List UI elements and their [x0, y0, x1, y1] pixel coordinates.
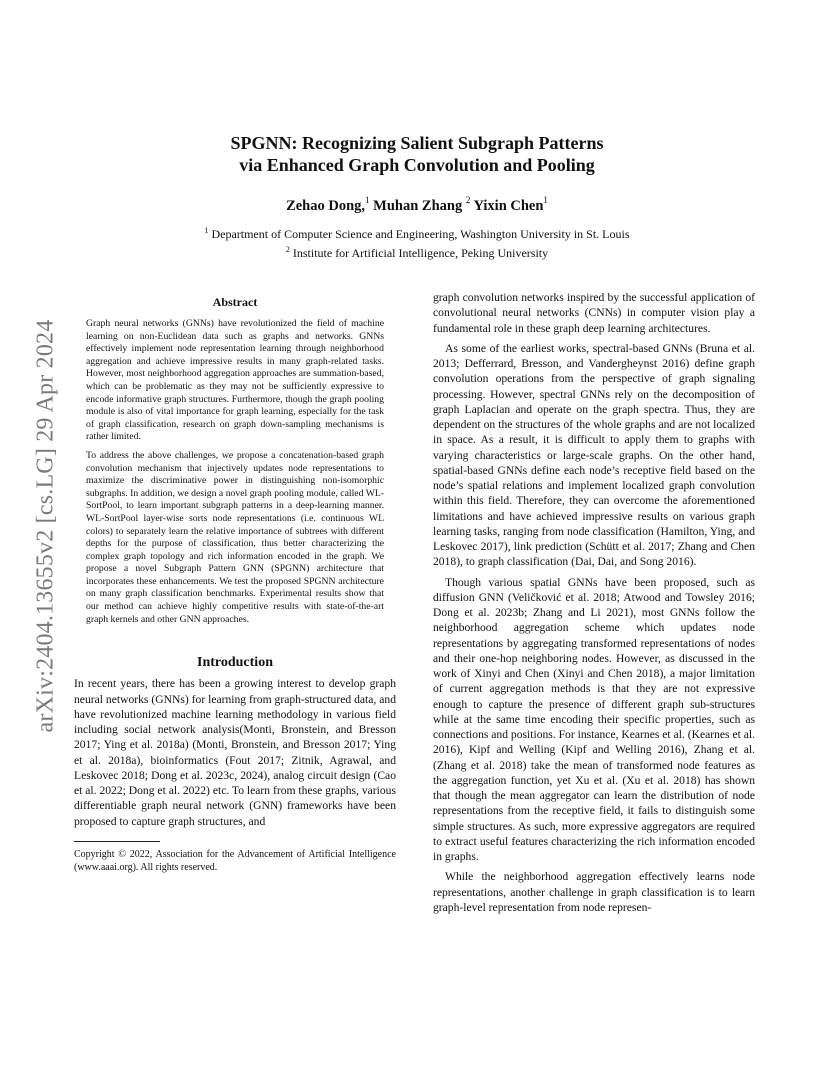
author-name: Yixin Chen	[473, 197, 544, 214]
abstract-heading: Abstract	[212, 295, 258, 309]
affiliation-text: Institute for Artificial Intelligence, Peking University	[292, 245, 549, 260]
author-affiliation-mark: 1	[543, 195, 548, 205]
introduction-paragraph: In recent years, there has been a growing interest to develop graph neural networks (GNNs) for learning from graph-structured data, and have revolutionized machine learning methodology in various field including social network analysis(Monti, Bronstein, and Bresson 2017; Ying et al. 2018a) (Monti, Bronstein, and Bresson 2017; Ying et al. 2018a), bioinformatics (Fout 2017; Zitnik, Agrawal, and Leskovec 2018; Dong et al. 2023c, 2024), analog circuit design (Cao et al. 2022; Dong et al. 2022) etc. To learn from these graphs, various differentiable graph neural network (GNN) frameworks have been proposed to capture graph structures, and	[74, 677, 396, 828]
arxiv-identifier-text: arXiv:2404.13655v2 [cs.LG] 29 Apr 2024	[32, 319, 59, 733]
left-column	[74, 290, 396, 874]
right-column	[433, 290, 755, 915]
title-block	[120, 132, 714, 261]
author-list	[120, 192, 714, 215]
affiliation-line	[120, 223, 714, 242]
body-paragraph: While the neighborhood aggregation effectively learns node representations, another challenge in graph classification is to learn graph-level representation from node represen-	[433, 870, 755, 914]
paper-title	[120, 132, 714, 176]
affiliation-mark: 2	[285, 244, 290, 254]
affiliation-text: Department of Computer Science and Engineering, Washington University in St. Louis	[211, 226, 630, 241]
body-paragraph: graph convolution networks inspired by the successful application of convolutional neural networks (CNNs) in computer vision play a fundamental role in these graph deep learning architectures.	[433, 291, 755, 335]
introduction-heading: Introduction	[197, 655, 273, 671]
author-name: Zehao Dong,	[286, 197, 366, 214]
body-paragraph: Though various spatial GNNs have been proposed, such as diffusion GNN (Veličković et al. 2018; Atwood and Towsley 2016; Dong et al. 2023b; Zhang and Li 2021), most GNNs follow the neighborhood aggregation scheme which updates node representations by aggregating transformed representations of nodes and their one-hop neighboring nodes. However, as discussed in the work of Xinyi and Chen (Xinyi and Chen 2018), a major limitation of current aggregation methods is that they are not expressive enough to capture the presence of different graph sub-structures while at the same time encoding their specific properties, such as connections and positions. For instance, Kearnes et al. (Kearnes et al. 2016), Kipf and Welling (Kipf and Welling 2016), Zhang et al. (Zhang et al. 2018) take the mean of transformed node features as the aggregation function, yet Xu et al. (Xu et al. 2018) has shown that though the mean aggregator can learn the distribution of node representations from the receptive field, it fails to distinguish some simple structures. As such, more expressive aggregators are required to extract useful features characterizing the rich information encoded in graphs.	[433, 575, 755, 863]
affiliation-line	[120, 242, 714, 261]
author-name: Muhan Zhang	[373, 197, 463, 214]
abstract-paragraph: Graph neural networks (GNNs) have revolutionized the field of machine learning on non-Euclidean data such as graphs and networks. GNNs effectively implement node representation learning through neighborhood aggregation and achieve impressive results in many graph-related tasks. However, most neighborhood aggregation approaches are summation-based, which can be problematic as they may not be sufficiently expressive to encode informative graph structures. Furthermore, though the graph pooling module is also of vital importance for graph learning, especially for the task of graph classification, research on graph down-sampling mechanisms is rather limited.	[86, 318, 384, 443]
copyright-footnote: Copyright © 2022, Association for the Advancement of Artificial Intelligence (www.aaai.org). All rights reserved.	[74, 848, 396, 873]
body-paragraph: As some of the earliest works, spectral-based GNNs (Bruna et al. 2013; Defferrard, Bresson, and Vandergheynst 2016) define graph convolution operations from the perspective of graph signaling processing. However, spectral GNNs rely on the decomposition of graph Laplacian and operate on the graph spectra. Thus, they are dependent on the structures of the whole graphs and are not localized in space. As a result, it is difficult to apply them to graphs with varying characteristics or large-scale graphs. On the other hand, spatial-based GNNs define each node’s receptive field based on the node’s spatial relations and implement localized graph convolution within this field. Therefore, they can overcome the aforementioned limitations and have achieved impressive results on various graph learning tasks, ranging from node classification (Hamilton, Ying, and Leskovec 2017), link prediction (Schütt et al. 2017; Zhang and Chen 2018), to graph classification (Dai, Dai, and Song 2016).	[433, 341, 755, 569]
arxiv-identifier-stamp	[32, 288, 59, 764]
paper-title-line-2: via Enhanced Graph Convolution and Pooling	[239, 155, 595, 175]
affiliation-list	[120, 223, 714, 261]
footnote-divider	[74, 841, 160, 842]
author-affiliation-mark: 1	[365, 195, 370, 205]
paper-title-line-1: SPGNN: Recognizing Salient Subgraph Patterns	[230, 133, 604, 153]
author-affiliation-mark: 2	[465, 195, 471, 205]
affiliation-mark: 1	[204, 225, 209, 235]
abstract-paragraph: To address the above challenges, we propose a concatenation-based graph convolution mechanism that injectively updates node representations to maximize the discriminative power in distinguishing non-isomorphic subgraphs. In addition, we design a novel graph pooling module, called WL-SortPool, to learn important subgraph patterns in a deep-learning manner. WL-SortPool layer-wise sorts node representations (i.e. continuous WL colors) to separately learn the relative importance of subtrees with different depths for the purpose of classification, thus better characterizing the complex graph topology and rich information encoded in the graph. We propose a novel Subgraph Pattern GNN (SPGNN) architecture that incorporates these enhancements. We test the proposed SPGNN architecture on many graph classification benchmarks. Experimental results show that our method can achieve highly competitive results with state-of-the-art graph kernels and other GNN approaches.	[86, 449, 384, 625]
